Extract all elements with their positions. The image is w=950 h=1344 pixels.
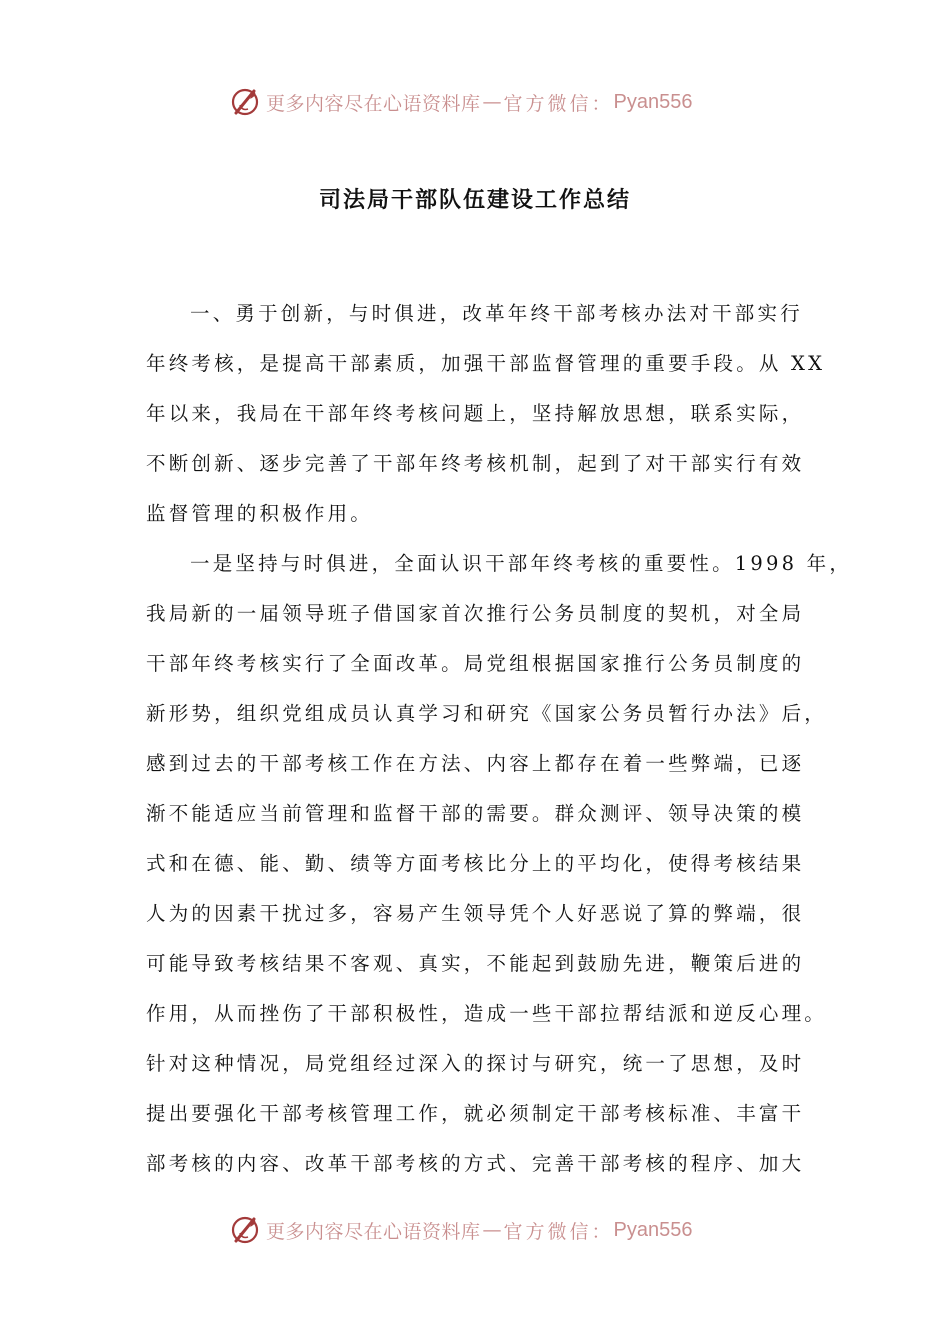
watermark-banner-bottom — [0, 1210, 950, 1250]
paragraph-line: 作用，从而挫伤了干部积极性，造成一些干部拉帮结派和逆反心理。 — [146, 1002, 828, 1025]
paragraph-line: 提出要强化干部考核管理工作，就必须制定干部考核标准、丰富干 — [146, 1102, 805, 1125]
paragraph-line: 干部年终考核实行了全面改革。局党组根据国家推行公务员制度的 — [146, 652, 805, 675]
quill-pen-logo-icon — [228, 85, 262, 119]
paragraph-line: 一、勇于创新，与时俱进，改革年终干部考核办法对干部实行 — [190, 302, 803, 325]
watermark-wechat-label: 官方微信： — [503, 1220, 614, 1243]
paragraph-line: 可能导致考核结果不客观、真实，不能起到鼓励先进，鞭策后进的 — [146, 952, 805, 975]
watermark-wechat-id: Pyan556 — [613, 1218, 693, 1241]
watermark-dash: — — [482, 91, 502, 113]
paragraph-line: 式和在德、能、勤、绩等方面考核比分上的平均化，使得考核结果 — [146, 852, 805, 875]
watermark-text: 更多内容尽在心语资料库 — [266, 92, 481, 115]
paragraph-line: 我局新的一届领导班子借国家首次推行公务员制度的契机，对全局 — [146, 602, 805, 625]
watermark-wechat-id: Pyan556 — [613, 90, 693, 113]
document-body — [146, 296, 853, 1196]
paragraph-line: 部考核的内容、改革干部考核的方式、完善干部考核的程序、加大 — [146, 1152, 805, 1175]
watermark-banner-top — [0, 82, 950, 122]
watermark-text: 更多内容尽在心语资料库 — [266, 1220, 481, 1243]
paragraph-line: 监督管理的积极作用。 — [146, 502, 374, 525]
watermark-dash: — — [482, 1219, 502, 1241]
paragraph-line: 一是坚持与时俱进，全面认识干部年终考核的重要性。1998 年， — [190, 552, 853, 575]
paragraph-line: 渐不能适应当前管理和监督干部的需要。群众测评、领导决策的模 — [146, 802, 805, 825]
paragraph-line: 不断创新、逐步完善了干部年终考核机制，起到了对干部实行有效 — [146, 452, 805, 475]
paragraph-line: 感到过去的干部考核工作在方法、内容上都存在着一些弊端，已逐 — [146, 752, 805, 775]
paragraph-line: 年以来，我局在干部年终考核问题上，坚持解放思想，联系实际， — [146, 402, 805, 425]
watermark-wechat-label: 官方微信： — [503, 92, 614, 115]
paragraph-line: 人为的因素干扰过多，容易产生领导凭个人好恶说了算的弊端，很 — [146, 902, 805, 925]
document-title: 司法局干部队伍建设工作总结 — [318, 188, 631, 213]
paragraph-line: 针对这种情况，局党组经过深入的探讨与研究，统一了思想，及时 — [146, 1052, 805, 1075]
paragraph-line: 年终考核，是提高干部素质，加强干部监督管理的重要手段。从 XX — [146, 352, 826, 375]
paragraph-line: 新形势，组织党组成员认真学习和研究《国家公务员暂行办法》后， — [146, 702, 828, 725]
quill-pen-logo-icon — [228, 1213, 262, 1247]
